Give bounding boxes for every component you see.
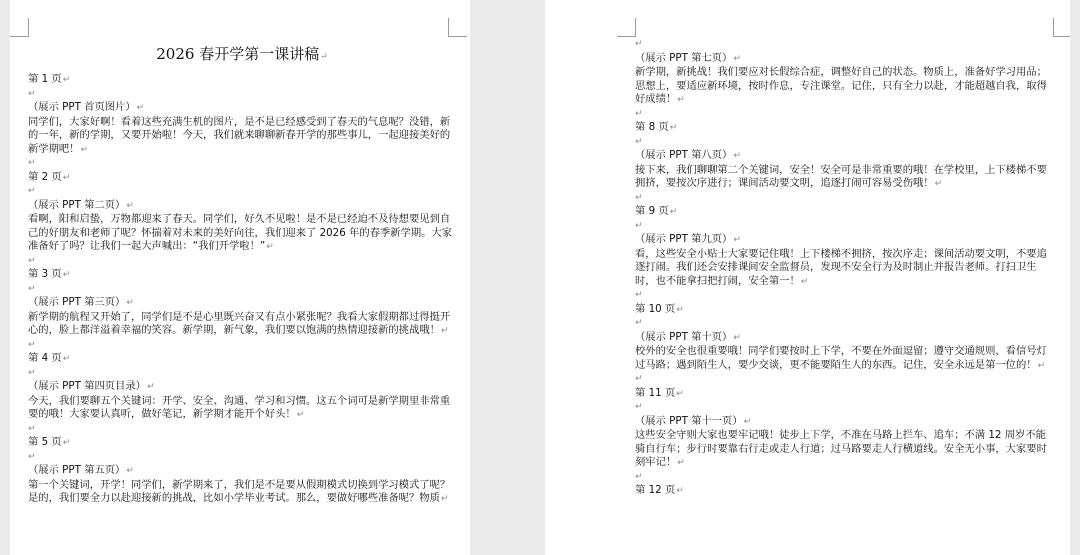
paragraph-text: 第一个关键词，开学！同学们，新学期来了，我们是不是要从假期模式切换到学习模式了呢？是的，我们要全力以赴迎接新的挑战，比如小学毕业考试。那么，要做好哪些准备呢？物质 <box>28 478 451 504</box>
paragraph-text: （展示 PPT 第四页目录） <box>28 380 146 392</box>
document-title <box>28 44 456 67</box>
empty-paragraph: ↵ <box>28 283 36 294</box>
paragraph <box>635 248 1055 290</box>
empty-paragraph: ↵ <box>28 88 36 99</box>
paragraph-text: 第 11 页 <box>635 386 676 399</box>
margin-corner-top-right <box>1053 18 1070 37</box>
paragraph-text: （展示 PPT 第九页） <box>635 233 733 245</box>
paragraph-text: 新学期的航程又开始了，同学们是不是心里既兴奋又有点小紧张呢？我看大家假期都过得挺开心的，脸上都洋溢着幸福的笑容。新学期，新气象，我们要以饱满的热情迎接新的挑战哦！ <box>28 310 451 336</box>
paragraph <box>635 484 1055 499</box>
paragraph-text: 看啊，阳和启蛰，万物都迎来了春天。同学们，好久不见啦！是不是已经迫不及待想要见到自己的好朋友和老师了呢？怀揣着对未来的美好向往，我们迎来了 2026 年的春季新学期。大家准备好了吗？让我们一起大声喊出：“我们开学啦！” <box>28 213 453 252</box>
paragraph-mark: ↵ <box>677 95 685 105</box>
empty-paragraph: ↵ <box>635 374 643 384</box>
paragraph-mark: ↵ <box>676 304 684 315</box>
paragraph-mark: ↵ <box>934 179 943 189</box>
paragraph-text: （展示 PPT 第八页） <box>635 149 733 161</box>
margin-corner-top-left <box>617 18 636 37</box>
empty-paragraph: ↵ <box>635 471 643 482</box>
paragraph-text: （展示 PPT 第二页） <box>28 198 126 211</box>
paragraph-mark: ↵ <box>669 123 678 133</box>
paragraph <box>635 303 1055 318</box>
paragraph-text: （展示 PPT 第十一页） <box>635 414 743 427</box>
paragraph-mark: ↵ <box>676 486 684 496</box>
paragraph-text: 这些安全守则大家也要牢记哦！徒步上下学，不准在马路上拦车、追车；不满 12 周岁不能骑自行车；步行时要靠右行走或走人行道；过马路要走人行横道线。安全无小事，大家要时刻牢记！ <box>635 429 1047 468</box>
empty-paragraph: ↵ <box>28 186 36 196</box>
paragraph <box>28 101 456 116</box>
paragraph-text: 第 2 页 <box>28 170 62 183</box>
empty-paragraph: ↵ <box>635 108 643 119</box>
margin-corner-top-left <box>10 18 29 37</box>
paragraph-mark: ↵ <box>126 200 134 211</box>
paragraph-text: 接下来，我们聊聊第二个关键词，安全！安全可是非常重要的哦！在学校里，上下楼梯不要拥挤，要按次序进行；课间活动要文明，追逐打闹可容易受伤哦！ <box>635 163 1047 189</box>
empty-paragraph: ↵ <box>635 136 643 147</box>
paragraph-text: 第 3 页 <box>28 268 62 280</box>
empty-paragraph: ↵ <box>28 367 36 378</box>
paragraph <box>635 149 1055 164</box>
paragraph <box>28 352 456 367</box>
page-right-content <box>635 38 1055 499</box>
paragraph-text: 第 5 页 <box>28 436 62 448</box>
paragraph <box>28 199 456 214</box>
paragraph <box>635 121 1055 136</box>
paragraph-mark: ↵ <box>62 354 71 364</box>
paragraph-text: 第 1 页 <box>28 73 62 85</box>
empty-paragraph: ↵ <box>28 255 36 266</box>
empty-paragraph: ↵ <box>28 423 36 434</box>
empty-paragraph: ↵ <box>28 339 36 350</box>
paragraph <box>28 116 456 158</box>
paragraph-text: 新学期，新挑战！我们要应对长假综合症，调整好自己的状态。物质上，准备好学习用品；思想上，要适应新环境，按时作息，专注课堂。记住，只有全力以赴，才能超越自我，取得好成绩！ <box>635 66 1047 105</box>
paragraph-mark: ↵ <box>62 75 71 85</box>
paragraph-mark: ↵ <box>733 235 741 245</box>
document-page-left[interactable] <box>10 0 470 555</box>
paragraph-mark: ↵ <box>80 144 89 155</box>
empty-paragraph: ↵ <box>635 192 643 203</box>
paragraph-mark: ↵ <box>296 410 305 420</box>
paragraph-mark: ↵ <box>136 103 145 113</box>
paragraph <box>28 464 456 479</box>
paragraph-mark: ↵ <box>126 298 134 308</box>
paragraph-text: 第 10 页 <box>635 302 676 315</box>
paragraph <box>28 395 456 423</box>
empty-paragraph: ↵ <box>28 451 36 462</box>
paragraph-mark: ↵ <box>440 494 449 504</box>
paragraph <box>28 380 456 395</box>
paragraph-mark: ↵ <box>733 151 741 161</box>
paragraph-text: （展示 PPT 第三页） <box>28 296 126 308</box>
paragraph <box>28 296 456 311</box>
paragraph-text: 第 9 页 <box>635 205 669 217</box>
empty-paragraph: ↵ <box>635 402 643 412</box>
paragraph-mark: ↵ <box>743 416 752 427</box>
paragraph-mark: ↵ <box>62 438 71 448</box>
paragraph <box>635 331 1055 346</box>
paragraph-mark: ↵ <box>733 53 741 64</box>
paragraph-mark: ↵ <box>320 52 328 62</box>
paragraph <box>28 311 456 339</box>
empty-paragraph: ↵ <box>635 220 643 231</box>
paragraph-mark: ↵ <box>146 382 155 392</box>
paragraph <box>635 52 1055 67</box>
paragraph-text: 校外的安全也很重要哦！同学们要按时上下学，不要在外面逗留；遵守交通规则，看信号灯过马路；遇到陌生人，要少交谈，更不能要陌生人的东西。记住，安全永远是第一位的！ <box>635 345 1047 371</box>
paragraph <box>28 213 456 255</box>
paragraph-mark: ↵ <box>733 332 741 343</box>
paragraph-text: （展示 PPT 第七页） <box>635 51 733 64</box>
paragraph-text: 第 8 页 <box>635 121 669 133</box>
paragraph <box>635 345 1055 373</box>
paragraph-text: 同学们，大家好啊！看着这些充满生机的图片，是不是已经感受到了春天的气息呢？没错，新的一年，新的学期，又要开始啦！今天，我们就来聊聊新春开学的那些事儿，一起迎接美好的新学期吧！ <box>28 115 451 155</box>
paragraph <box>28 171 456 186</box>
paragraph <box>635 205 1055 220</box>
paragraph-text: 第 4 页 <box>28 352 62 364</box>
paragraph <box>635 66 1055 108</box>
paragraph-text: （展示 PPT 第五页） <box>28 464 126 476</box>
paragraph-text: 第 12 页 <box>635 484 676 496</box>
empty-paragraph: ↵ <box>28 158 36 168</box>
paragraph-mark: ↵ <box>62 270 71 280</box>
paragraph-mark: ↵ <box>800 276 809 287</box>
paragraph-mark: ↵ <box>62 172 71 183</box>
paragraph-mark: ↵ <box>677 458 685 468</box>
paragraph <box>28 436 456 451</box>
paragraph <box>28 479 456 507</box>
empty-paragraph: ↵ <box>635 290 643 300</box>
paragraph-mark: ↵ <box>676 388 684 399</box>
page-left-content <box>28 40 456 507</box>
paragraph-text: （展示 PPT 首页图片） <box>28 101 136 113</box>
empty-paragraph: ↵ <box>635 318 643 328</box>
left-paragraph-list <box>28 73 456 507</box>
paragraph-mark: ↵ <box>1037 360 1046 371</box>
paragraph <box>635 164 1055 192</box>
paragraph-mark: ↵ <box>669 207 678 217</box>
paragraph-text: 今天，我们要聊五个关键词：开学、安全、沟通、学习和习惯。这五个词可是新学期里非常重要的哦！大家要认真听，做好笔记，新学期才能开个好头！ <box>28 394 451 420</box>
paragraph-text: （展示 PPT 第十页） <box>635 330 733 343</box>
margin-corner-top-right <box>448 18 467 37</box>
empty-paragraph: ↵ <box>635 39 643 49</box>
document-page-right[interactable] <box>545 0 1070 555</box>
paragraph <box>28 73 456 88</box>
paragraph-text: 看，这些安全小贴士大家要记住哦！上下楼梯不拥挤，按次序走；课间活动要文明，不要追逐打闹。我们还会安排课间安全监督员，发现不安全行为及时制止并报告老师。打扫卫生时，也不能拿扫把打闹，安全第一！ <box>635 247 1047 287</box>
paragraph-mark: ↵ <box>266 242 274 252</box>
paragraph <box>635 233 1055 248</box>
paragraph <box>635 429 1055 471</box>
right-paragraph-list <box>635 38 1055 499</box>
paragraph <box>28 268 456 283</box>
paragraph-mark: ↵ <box>440 326 449 336</box>
paragraph <box>635 387 1055 402</box>
document-title-text: 2026 春开学第一课讲稿 <box>156 45 320 63</box>
paragraph-mark: ↵ <box>126 466 134 476</box>
paragraph <box>635 415 1055 430</box>
